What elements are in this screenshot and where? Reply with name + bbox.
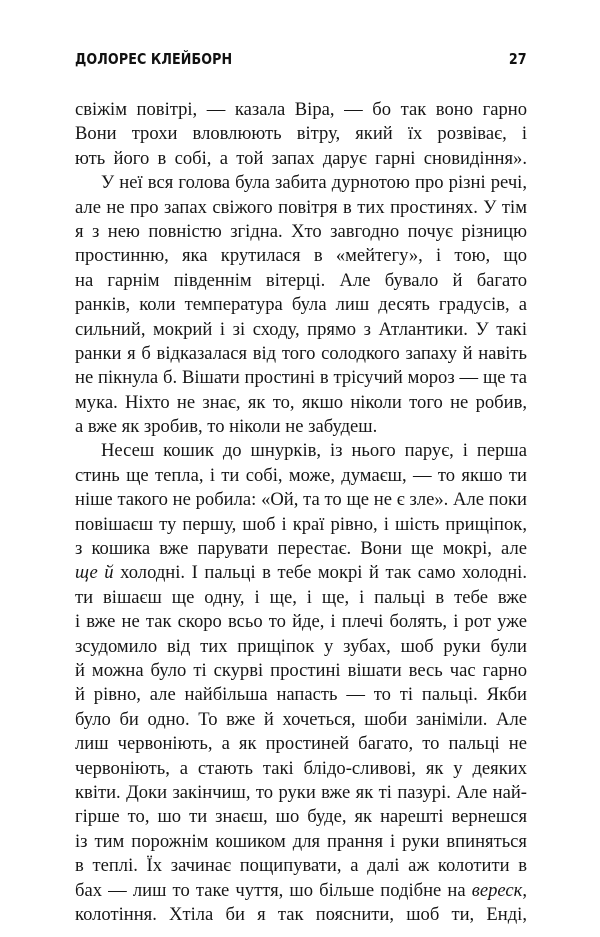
text-line: не пікнула б. Вішати простині в трісучий мороз — ще та: [75, 367, 527, 389]
emphasis: вереск: [471, 879, 523, 901]
text-line: [75, 879, 527, 903]
text-line: ранків, коли температура була лиш десять градусів, а: [75, 294, 527, 316]
running-head-title: ДОЛОРЕС КЛЕЙБОРН: [75, 50, 233, 68]
text-line: колотіння. Хтіла би я так пояснити, шоб ти, Енді,: [75, 903, 527, 925]
text-line: в теплі. Їх зачинає пощипувати, а далі аж колотити в: [75, 855, 527, 877]
text-segment: бах — лиш то таке чуття, шо більше подібне на: [75, 879, 472, 901]
text-line: і вже не так скоро всьо то йде, і плечі болять, і рот уже: [75, 611, 527, 633]
text-line: лиш червоніють, а як простиней багато, то пальці не: [75, 733, 527, 755]
text-line: а вже як зробив, то ніколи не забудеш.: [75, 416, 378, 438]
text-line: [75, 561, 527, 585]
text-line: ранки я б відказалася від того солодкого запаху й навіть: [75, 342, 527, 364]
text-line: простинню, яка крутилася в «мейтегу», і тою, що: [75, 245, 527, 267]
text-line: із тим порожнім кошиком для прання і руки впиняться: [75, 830, 527, 852]
text-line: мука. Ніхто не знає, як то, якшо ніколи того не робив,: [75, 391, 527, 413]
text-line: зсудомило від тих прищіпок у зубах, шоб руки були: [75, 635, 527, 657]
text-line: й рівно, але найбільша напасть — то ті пальці. Якби: [75, 684, 527, 706]
emphasis: ще й: [75, 562, 114, 584]
text-segment: холодні. І пальці в тебе мокрі й так само холодні.: [120, 562, 527, 584]
text-line: з кошика вже парувати перестає. Вони ще мокрі, але: [75, 538, 527, 560]
text-line: сильний, мокрий і зі сходу, прямо з Атлантики. У такі: [75, 318, 527, 340]
text-line: У неї вся голова була забита дурнотою про різні речі,: [101, 172, 527, 194]
text-line: стинь ще тепла, і ти собі, може, думаєш, — то якшо ти: [75, 464, 527, 486]
text-line: квіти. Доки закінчиш, то руки вже як ті пазурі. Але най-: [75, 781, 527, 803]
text-line: свіжім повітрі, — казала Віра, — бо так воно гарно: [75, 99, 527, 120]
text-line: було би одно. То вже й хочеться, шоби заніміли. Але: [75, 708, 527, 730]
text-line: ють його в собі, а той запах дарує гарні сновидіння».: [75, 147, 527, 169]
text-line: я з нею повністю згідна. Хто завгодно почує різницю: [75, 220, 527, 242]
text-line: червоніють, а стають такі блідо-сливові, як у деяких: [75, 757, 527, 779]
text-line: Несеш кошик до шнурків, із нього парує, і перша: [101, 440, 527, 462]
text-line: гірше то, шо ти знаєш, шо буде, як нарешті вернешся: [75, 806, 527, 828]
page-number: 27: [509, 50, 527, 68]
text-line: Вони трохи вловлюють вітру, який їх розвіває, і: [75, 123, 527, 145]
text-line: ти вішаєш ще одну, і ще, і ще, і пальці в тебе вже: [75, 586, 527, 608]
text-segment: ,: [522, 879, 527, 901]
text-line: повішаєш ту першу, шоб і краї рівно, і шість прищіпок,: [75, 513, 527, 535]
text-line: й можна було ті скурві простині вішати весь час гарно: [75, 659, 527, 681]
body-text: [75, 98, 527, 927]
running-header: [75, 50, 527, 78]
text-line: ніше такого не робила: «Ой, та то ще не є зле». Але поки: [75, 489, 527, 511]
text-line: на гарнім південнім вітерці. Але бувало й багато: [75, 269, 527, 291]
text-line: але не про запах свіжого повітря в тих простинях. У тім: [75, 196, 527, 218]
